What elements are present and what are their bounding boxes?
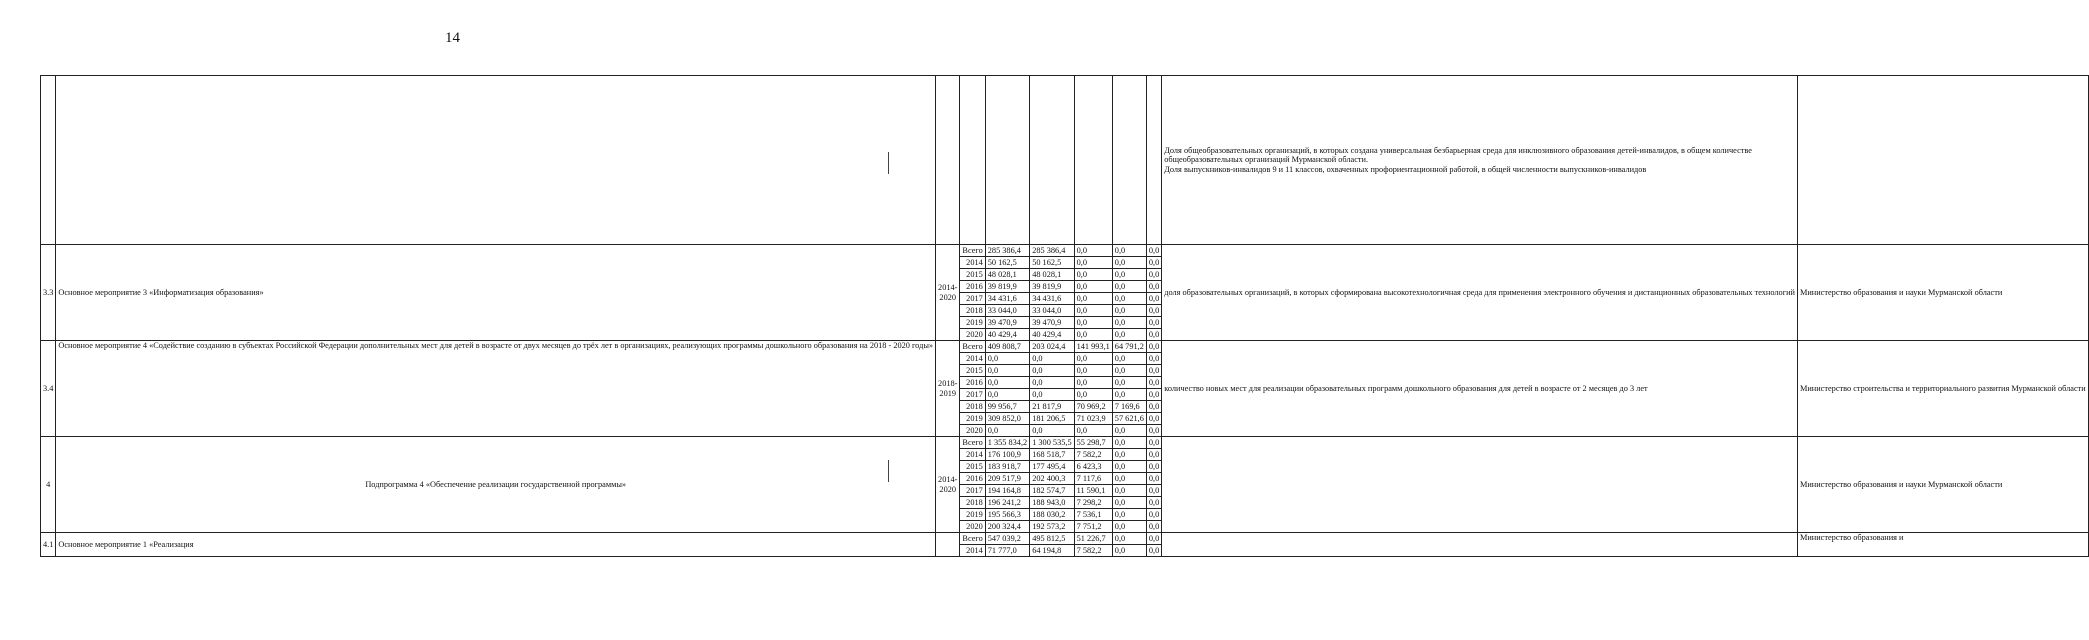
row-extrabudget: 0,0: [1146, 353, 1161, 365]
row-extrabudget: 0,0: [1146, 365, 1161, 377]
row-municipal: 0,0: [1112, 437, 1146, 449]
row-year: 2020: [960, 521, 985, 533]
row-year: 2015: [960, 269, 985, 281]
row-regional: 0,0: [1030, 425, 1074, 437]
row-extrabudget: 0,0: [1146, 437, 1161, 449]
row-municipal: 0,0: [1112, 533, 1146, 545]
item-name: Основное мероприятие 4 «Содействие созданию в субъектах Российской Федерации дополнительных мест для детей в возрасте от двух месяцев до трёх лет в организациях, реализующих программы дошкольного образования на 2018 - 2020 годы»: [56, 341, 936, 437]
row-municipal: 0,0: [1112, 281, 1146, 293]
row-extrabudget: 0,0: [1146, 257, 1161, 269]
row-year: 2020: [960, 329, 985, 341]
row-regional: 181 206,5: [1030, 413, 1074, 425]
executor-text: Министерство образования и науки Мурманской области: [1797, 437, 2088, 533]
row-extrabudget: 0,0: [1146, 329, 1161, 341]
row-total: 176 100,9: [985, 449, 1029, 461]
margin-mark: [888, 460, 889, 482]
row-year: 2016: [960, 281, 985, 293]
row-total: 48 028,1: [985, 269, 1029, 281]
row-federal: 0,0: [1074, 317, 1112, 329]
row-extrabudget: 0,0: [1146, 425, 1161, 437]
row-year: 2017: [960, 293, 985, 305]
row-total: 196 241,2: [985, 497, 1029, 509]
row-regional: 39 819,9: [1030, 281, 1074, 293]
row-total: 39 470,9: [985, 317, 1029, 329]
executor-text: Министерство образования и науки Мурманской области: [1797, 245, 2088, 341]
row-total: 40 429,4: [985, 329, 1029, 341]
row-total: 0,0: [985, 365, 1029, 377]
row-year: Всего: [960, 341, 985, 353]
row-federal: 0,0: [1074, 425, 1112, 437]
continuation-row: [41, 76, 2089, 245]
table-row: [41, 533, 2089, 545]
row-year: 2019: [960, 413, 985, 425]
row-total: 71 777,0: [985, 545, 1029, 557]
row-federal: 51 226,7: [1074, 533, 1112, 545]
row-extrabudget: 0,0: [1146, 521, 1161, 533]
margin-mark: [888, 152, 889, 174]
indicator-text: доля образовательных организаций, в которых сформирована высокотехнологичная среда для применения электронного обучения и дистанционных образовательных технологий: [1162, 245, 1798, 341]
row-year: 2014: [960, 449, 985, 461]
row-regional: 48 028,1: [1030, 269, 1074, 281]
row-regional: 1 300 535,5: [1030, 437, 1074, 449]
row-year: 2018: [960, 305, 985, 317]
row-total: 195 566,3: [985, 509, 1029, 521]
row-total: 0,0: [985, 377, 1029, 389]
row-federal: 55 298,7: [1074, 437, 1112, 449]
row-federal: 7 117,6: [1074, 473, 1112, 485]
row-federal: 0,0: [1074, 281, 1112, 293]
row-total: 0,0: [985, 425, 1029, 437]
row-extrabudget: 0,0: [1146, 305, 1161, 317]
row-municipal: 0,0: [1112, 485, 1146, 497]
row-regional: 0,0: [1030, 365, 1074, 377]
row-total: 34 431,6: [985, 293, 1029, 305]
row-municipal: 0,0: [1112, 425, 1146, 437]
row-total: 33 044,0: [985, 305, 1029, 317]
row-regional: 168 518,7: [1030, 449, 1074, 461]
row-year: 2014: [960, 257, 985, 269]
indicator-text: [1162, 533, 1798, 557]
row-extrabudget: 0,0: [1146, 509, 1161, 521]
row-regional: 0,0: [1030, 353, 1074, 365]
row-federal: 0,0: [1074, 365, 1112, 377]
row-municipal: 0,0: [1112, 305, 1146, 317]
item-number: 3.3: [41, 245, 56, 341]
row-extrabudget: 0,0: [1146, 245, 1161, 257]
row-extrabudget: 0,0: [1146, 377, 1161, 389]
row-extrabudget: 0,0: [1146, 341, 1161, 353]
item-period: 2014- 2020: [936, 245, 960, 341]
row-regional: 0,0: [1030, 377, 1074, 389]
row-regional: 203 024,4: [1030, 341, 1074, 353]
row-extrabudget: 0,0: [1146, 497, 1161, 509]
row-municipal: 7 169,6: [1112, 401, 1146, 413]
row-extrabudget: 0,0: [1146, 461, 1161, 473]
row-total: 200 324,4: [985, 521, 1029, 533]
row-total: 409 808,7: [985, 341, 1029, 353]
row-federal: 0,0: [1074, 245, 1112, 257]
row-municipal: 0,0: [1112, 509, 1146, 521]
row-regional: 34 431,6: [1030, 293, 1074, 305]
row-federal: 0,0: [1074, 353, 1112, 365]
executor-text: Министерство образования и: [1797, 533, 2088, 557]
row-federal: 0,0: [1074, 269, 1112, 281]
table-row: [41, 245, 2089, 257]
row-extrabudget: 0,0: [1146, 401, 1161, 413]
row-extrabudget: 0,0: [1146, 281, 1161, 293]
row-year: Всего: [960, 533, 985, 545]
item-period: 2018- 2019: [936, 341, 960, 437]
row-year: 2020: [960, 425, 985, 437]
row-year: 2016: [960, 377, 985, 389]
row-federal: 7 536,1: [1074, 509, 1112, 521]
row-extrabudget: 0,0: [1146, 485, 1161, 497]
table-row: [41, 437, 2089, 449]
row-municipal: 0,0: [1112, 269, 1146, 281]
row-federal: 7 751,2: [1074, 521, 1112, 533]
row-extrabudget: 0,0: [1146, 449, 1161, 461]
row-regional: 64 194,8: [1030, 545, 1074, 557]
row-regional: 188 943,0: [1030, 497, 1074, 509]
row-total: 285 386,4: [985, 245, 1029, 257]
item-name: Основное мероприятие 1 «Реализация: [56, 533, 936, 557]
row-total: 547 039,2: [985, 533, 1029, 545]
program-funding-table: [40, 75, 2089, 557]
row-federal: 141 993,1: [1074, 341, 1112, 353]
row-extrabudget: 0,0: [1146, 545, 1161, 557]
row-regional: 182 574,7: [1030, 485, 1074, 497]
row-federal: 6 423,3: [1074, 461, 1112, 473]
item-name: Подпрограмма 4 «Обеспечение реализации государственной программы»: [56, 437, 936, 533]
row-federal: 0,0: [1074, 389, 1112, 401]
row-municipal: 0,0: [1112, 317, 1146, 329]
row-year: 2019: [960, 317, 985, 329]
row-extrabudget: 0,0: [1146, 473, 1161, 485]
indicator-text: количество новых мест для реализации образовательных программ дошкольного образования для детей в возрасте от 2 месяцев до 3 лет: [1162, 341, 1798, 437]
indicator-text-continued: Доля общеобразовательных организаций, в которых создана универсальная безбарьерная среда для инклюзивного образования детей-инвалидов, в общем количестве общеобразовательных организаций Мурманской области. Доля выпускников-инвалидов 9 и 11 классов, охваченных профориентационной работой, в общей численности выпускников-инвалидов: [1162, 76, 1798, 245]
row-year: Всего: [960, 245, 985, 257]
row-municipal: 64 791,2: [1112, 341, 1146, 353]
row-federal: 11 590,1: [1074, 485, 1112, 497]
item-number: 4: [41, 437, 56, 533]
indicator-text: [1162, 437, 1798, 533]
row-year: 2019: [960, 509, 985, 521]
row-year: 2018: [960, 401, 985, 413]
page-number: 14: [445, 30, 460, 46]
row-regional: 177 495,4: [1030, 461, 1074, 473]
row-federal: 0,0: [1074, 329, 1112, 341]
row-year: 2017: [960, 389, 985, 401]
row-total: 50 162,5: [985, 257, 1029, 269]
row-municipal: 0,0: [1112, 293, 1146, 305]
row-total: 99 956,7: [985, 401, 1029, 413]
row-federal: 7 298,2: [1074, 497, 1112, 509]
row-year: 2017: [960, 485, 985, 497]
row-municipal: 57 621,6: [1112, 413, 1146, 425]
row-regional: 202 400,3: [1030, 473, 1074, 485]
row-total: 183 918,7: [985, 461, 1029, 473]
row-year: 2016: [960, 473, 985, 485]
row-municipal: 0,0: [1112, 461, 1146, 473]
row-extrabudget: 0,0: [1146, 269, 1161, 281]
row-municipal: 0,0: [1112, 497, 1146, 509]
row-federal: 0,0: [1074, 293, 1112, 305]
row-federal: 7 582,2: [1074, 545, 1112, 557]
row-regional: 21 817,9: [1030, 401, 1074, 413]
row-total: 1 355 834,2: [985, 437, 1029, 449]
row-federal: 70 969,2: [1074, 401, 1112, 413]
row-municipal: 0,0: [1112, 521, 1146, 533]
row-year: 2015: [960, 365, 985, 377]
row-municipal: 0,0: [1112, 257, 1146, 269]
row-municipal: 0,0: [1112, 473, 1146, 485]
row-municipal: 0,0: [1112, 377, 1146, 389]
row-total: 194 164,8: [985, 485, 1029, 497]
row-federal: 0,0: [1074, 377, 1112, 389]
row-federal: 0,0: [1074, 257, 1112, 269]
row-total: 309 852,0: [985, 413, 1029, 425]
table-row: [41, 341, 2089, 353]
row-regional: 495 812,5: [1030, 533, 1074, 545]
row-municipal: 0,0: [1112, 389, 1146, 401]
row-federal: 71 023,9: [1074, 413, 1112, 425]
row-total: 209 517,9: [985, 473, 1029, 485]
row-municipal: 0,0: [1112, 329, 1146, 341]
row-year: 2018: [960, 497, 985, 509]
item-period: 2014- 2020: [936, 437, 960, 533]
row-regional: 0,0: [1030, 389, 1074, 401]
row-total: 39 819,9: [985, 281, 1029, 293]
row-federal: 0,0: [1074, 305, 1112, 317]
item-name: Основное мероприятие 3 «Информатизация образования»: [56, 245, 936, 341]
row-regional: 285 386,4: [1030, 245, 1074, 257]
row-year: 2014: [960, 545, 985, 557]
row-regional: 188 030,2: [1030, 509, 1074, 521]
row-municipal: 0,0: [1112, 545, 1146, 557]
row-extrabudget: 0,0: [1146, 293, 1161, 305]
row-extrabudget: 0,0: [1146, 533, 1161, 545]
row-municipal: 0,0: [1112, 365, 1146, 377]
row-regional: 50 162,5: [1030, 257, 1074, 269]
item-period: [936, 533, 960, 557]
row-regional: 39 470,9: [1030, 317, 1074, 329]
executor-text: Министерство строительства и территориального развития Мурманской области: [1797, 341, 2088, 437]
row-year: Всего: [960, 437, 985, 449]
item-number: 3.4: [41, 341, 56, 437]
row-extrabudget: 0,0: [1146, 317, 1161, 329]
row-regional: 192 573,2: [1030, 521, 1074, 533]
row-municipal: 0,0: [1112, 353, 1146, 365]
row-extrabudget: 0,0: [1146, 389, 1161, 401]
row-total: 0,0: [985, 389, 1029, 401]
row-year: 2014: [960, 353, 985, 365]
row-municipal: 0,0: [1112, 449, 1146, 461]
item-number: 4.1: [41, 533, 56, 557]
row-year: 2015: [960, 461, 985, 473]
row-total: 0,0: [985, 353, 1029, 365]
row-regional: 40 429,4: [1030, 329, 1074, 341]
row-municipal: 0,0: [1112, 245, 1146, 257]
row-federal: 7 582,2: [1074, 449, 1112, 461]
row-extrabudget: 0,0: [1146, 413, 1161, 425]
row-regional: 33 044,0: [1030, 305, 1074, 317]
